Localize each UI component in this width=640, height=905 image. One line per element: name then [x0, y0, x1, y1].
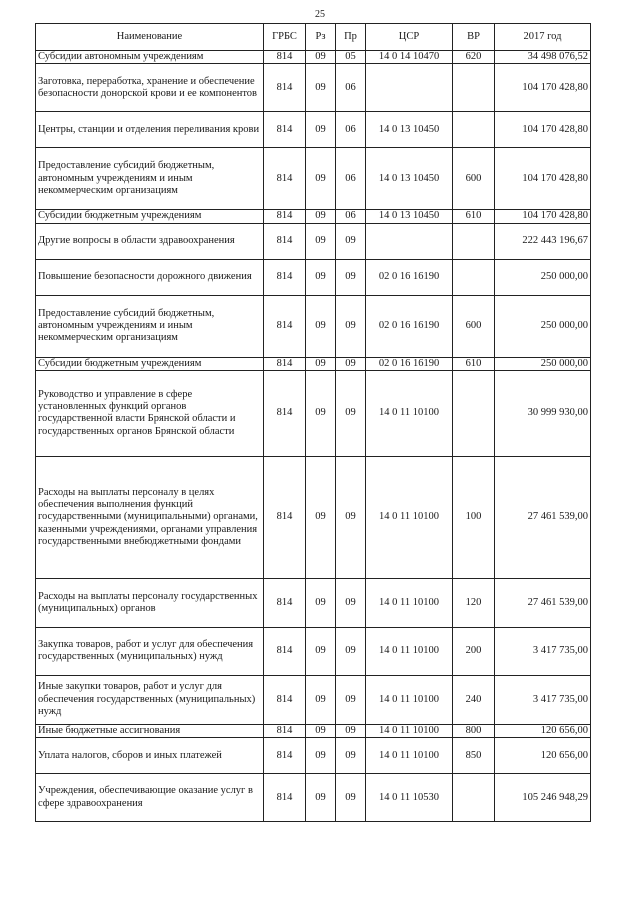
cell-pr: 09	[336, 578, 366, 627]
cell-csr: 02 0 16 16190	[366, 259, 453, 295]
page-number: 25	[315, 9, 325, 20]
cell-amount: 250 000,00	[495, 357, 591, 370]
cell-csr: 14 0 13 10450	[366, 148, 453, 210]
cell-pr: 09	[336, 456, 366, 578]
cell-amount: 3 417 735,00	[495, 627, 591, 675]
cell-rz: 09	[306, 578, 336, 627]
cell-csr: 14 0 11 10100	[366, 738, 453, 774]
cell-pr: 09	[336, 259, 366, 295]
cell-rz: 09	[306, 64, 336, 112]
header-grbs: ГРБС	[264, 24, 306, 51]
header-pr: Пр	[336, 24, 366, 51]
cell-pr: 06	[336, 112, 366, 148]
cell-vr	[453, 774, 495, 822]
cell-name: Заготовка, переработка, хранение и обеспечение безопасности донорской крови и ее компонентов	[36, 64, 264, 112]
cell-grbs: 814	[264, 738, 306, 774]
cell-pr: 09	[336, 774, 366, 822]
table-row	[36, 51, 591, 64]
table-row	[36, 724, 591, 737]
cell-amount: 120 656,00	[495, 738, 591, 774]
cell-rz: 09	[306, 738, 336, 774]
cell-name: Расходы на выплаты персоналу государственных (муниципальных) органов	[36, 578, 264, 627]
table-row	[36, 295, 591, 357]
cell-name: Иные бюджетные ассигнования	[36, 724, 264, 737]
cell-name: Учреждения, обеспечивающие оказание услуг в сфере здравоохранения	[36, 774, 264, 822]
cell-rz: 09	[306, 456, 336, 578]
cell-grbs: 814	[264, 370, 306, 456]
cell-csr: 14 0 11 10100	[366, 675, 453, 724]
cell-name: Субсидии бюджетным учреждениям	[36, 210, 264, 223]
cell-grbs: 814	[264, 148, 306, 210]
table-row	[36, 578, 591, 627]
cell-amount: 250 000,00	[495, 259, 591, 295]
cell-name: Руководство и управление в сфере установленных функций органов государственной власти Брянской области и государственных органов Брянской области	[36, 370, 264, 456]
cell-grbs: 814	[264, 112, 306, 148]
cell-csr: 14 0 11 10530	[366, 774, 453, 822]
cell-csr: 02 0 16 16190	[366, 357, 453, 370]
cell-amount: 120 656,00	[495, 724, 591, 737]
cell-rz: 09	[306, 259, 336, 295]
cell-grbs: 814	[264, 774, 306, 822]
cell-vr: 100	[453, 456, 495, 578]
cell-csr: 14 0 13 10450	[366, 210, 453, 223]
table-row	[36, 627, 591, 675]
cell-pr: 06	[336, 210, 366, 223]
cell-vr: 600	[453, 295, 495, 357]
budget-table	[35, 23, 591, 822]
cell-pr: 09	[336, 724, 366, 737]
cell-amount: 3 417 735,00	[495, 675, 591, 724]
cell-csr: 14 0 14 10470	[366, 51, 453, 64]
cell-name: Закупка товаров, работ и услуг для обеспечения государственных (муниципальных) нужд	[36, 627, 264, 675]
cell-pr: 05	[336, 51, 366, 64]
cell-rz: 09	[306, 295, 336, 357]
cell-amount: 27 461 539,00	[495, 456, 591, 578]
cell-pr: 06	[336, 64, 366, 112]
header-csr: ЦСР	[366, 24, 453, 51]
cell-vr: 600	[453, 148, 495, 210]
cell-pr: 09	[336, 675, 366, 724]
table-row	[36, 774, 591, 822]
cell-name: Субсидии бюджетным учреждениям	[36, 357, 264, 370]
cell-grbs: 814	[264, 578, 306, 627]
header-year: 2017 год	[495, 24, 591, 51]
cell-csr	[366, 223, 453, 259]
cell-grbs: 814	[264, 357, 306, 370]
cell-grbs: 814	[264, 627, 306, 675]
cell-csr: 14 0 11 10100	[366, 370, 453, 456]
cell-vr: 120	[453, 578, 495, 627]
cell-rz: 09	[306, 357, 336, 370]
cell-csr: 14 0 13 10450	[366, 112, 453, 148]
cell-vr	[453, 223, 495, 259]
cell-rz: 09	[306, 112, 336, 148]
cell-amount: 105 246 948,29	[495, 774, 591, 822]
cell-amount: 104 170 428,80	[495, 210, 591, 223]
cell-vr: 240	[453, 675, 495, 724]
cell-rz: 09	[306, 627, 336, 675]
cell-vr	[453, 64, 495, 112]
cell-name: Субсидии автономным учреждениям	[36, 51, 264, 64]
cell-pr: 09	[336, 738, 366, 774]
cell-rz: 09	[306, 370, 336, 456]
cell-pr: 09	[336, 370, 366, 456]
cell-amount: 27 461 539,00	[495, 578, 591, 627]
cell-name: Центры, станции и отделения переливания крови	[36, 112, 264, 148]
cell-csr: 14 0 11 10100	[366, 456, 453, 578]
cell-csr	[366, 64, 453, 112]
table-header-row	[36, 24, 591, 51]
cell-grbs: 814	[264, 295, 306, 357]
cell-amount: 34 498 076,52	[495, 51, 591, 64]
cell-grbs: 814	[264, 675, 306, 724]
cell-pr: 06	[336, 148, 366, 210]
cell-grbs: 814	[264, 64, 306, 112]
cell-csr: 14 0 11 10100	[366, 627, 453, 675]
header-vr: ВР	[453, 24, 495, 51]
cell-vr: 620	[453, 51, 495, 64]
table-row	[36, 223, 591, 259]
table-row	[36, 370, 591, 456]
cell-grbs: 814	[264, 259, 306, 295]
table-row	[36, 64, 591, 112]
cell-rz: 09	[306, 675, 336, 724]
cell-rz: 09	[306, 223, 336, 259]
cell-rz: 09	[306, 148, 336, 210]
cell-pr: 09	[336, 357, 366, 370]
cell-pr: 09	[336, 627, 366, 675]
cell-rz: 09	[306, 51, 336, 64]
cell-pr: 09	[336, 223, 366, 259]
cell-rz: 09	[306, 210, 336, 223]
cell-vr: 800	[453, 724, 495, 737]
cell-name: Другие вопросы в области здравоохранения	[36, 223, 264, 259]
table-row	[36, 738, 591, 774]
cell-name: Иные закупки товаров, работ и услуг для обеспечения государственных (муниципальных) нужд	[36, 675, 264, 724]
cell-grbs: 814	[264, 51, 306, 64]
table-row	[36, 112, 591, 148]
header-name: Наименование	[36, 24, 264, 51]
cell-grbs: 814	[264, 724, 306, 737]
table-row	[36, 357, 591, 370]
table-row	[36, 259, 591, 295]
cell-amount: 104 170 428,80	[495, 148, 591, 210]
cell-csr: 14 0 11 10100	[366, 724, 453, 737]
cell-name: Уплата налогов, сборов и иных платежей	[36, 738, 264, 774]
cell-rz: 09	[306, 724, 336, 737]
cell-grbs: 814	[264, 223, 306, 259]
table-row	[36, 675, 591, 724]
table-row	[36, 148, 591, 210]
cell-name: Предоставление субсидий бюджетным, автономным учреждениям и иным некоммерческим организациям	[36, 295, 264, 357]
cell-grbs: 814	[264, 210, 306, 223]
cell-amount: 30 999 930,00	[495, 370, 591, 456]
table-row	[36, 210, 591, 223]
cell-vr: 610	[453, 357, 495, 370]
cell-grbs: 814	[264, 456, 306, 578]
header-rz: Рз	[306, 24, 336, 51]
cell-pr: 09	[336, 295, 366, 357]
cell-name: Повышение безопасности дорожного движения	[36, 259, 264, 295]
cell-vr	[453, 370, 495, 456]
table-row	[36, 456, 591, 578]
cell-amount: 222 443 196,67	[495, 223, 591, 259]
cell-csr: 02 0 16 16190	[366, 295, 453, 357]
cell-vr	[453, 112, 495, 148]
cell-amount: 250 000,00	[495, 295, 591, 357]
cell-vr: 850	[453, 738, 495, 774]
cell-name: Предоставление субсидий бюджетным, автономным учреждениям и иным некоммерческим организациям	[36, 148, 264, 210]
cell-csr: 14 0 11 10100	[366, 578, 453, 627]
cell-amount: 104 170 428,80	[495, 112, 591, 148]
cell-vr	[453, 259, 495, 295]
cell-vr: 200	[453, 627, 495, 675]
cell-rz: 09	[306, 774, 336, 822]
cell-vr: 610	[453, 210, 495, 223]
cell-name: Расходы на выплаты персоналу в целях обеспечения выполнения функций государственными (муниципальными) органами, казенными учреждениями, органами управления государственными внебюджетными фондами	[36, 456, 264, 578]
cell-amount: 104 170 428,80	[495, 64, 591, 112]
